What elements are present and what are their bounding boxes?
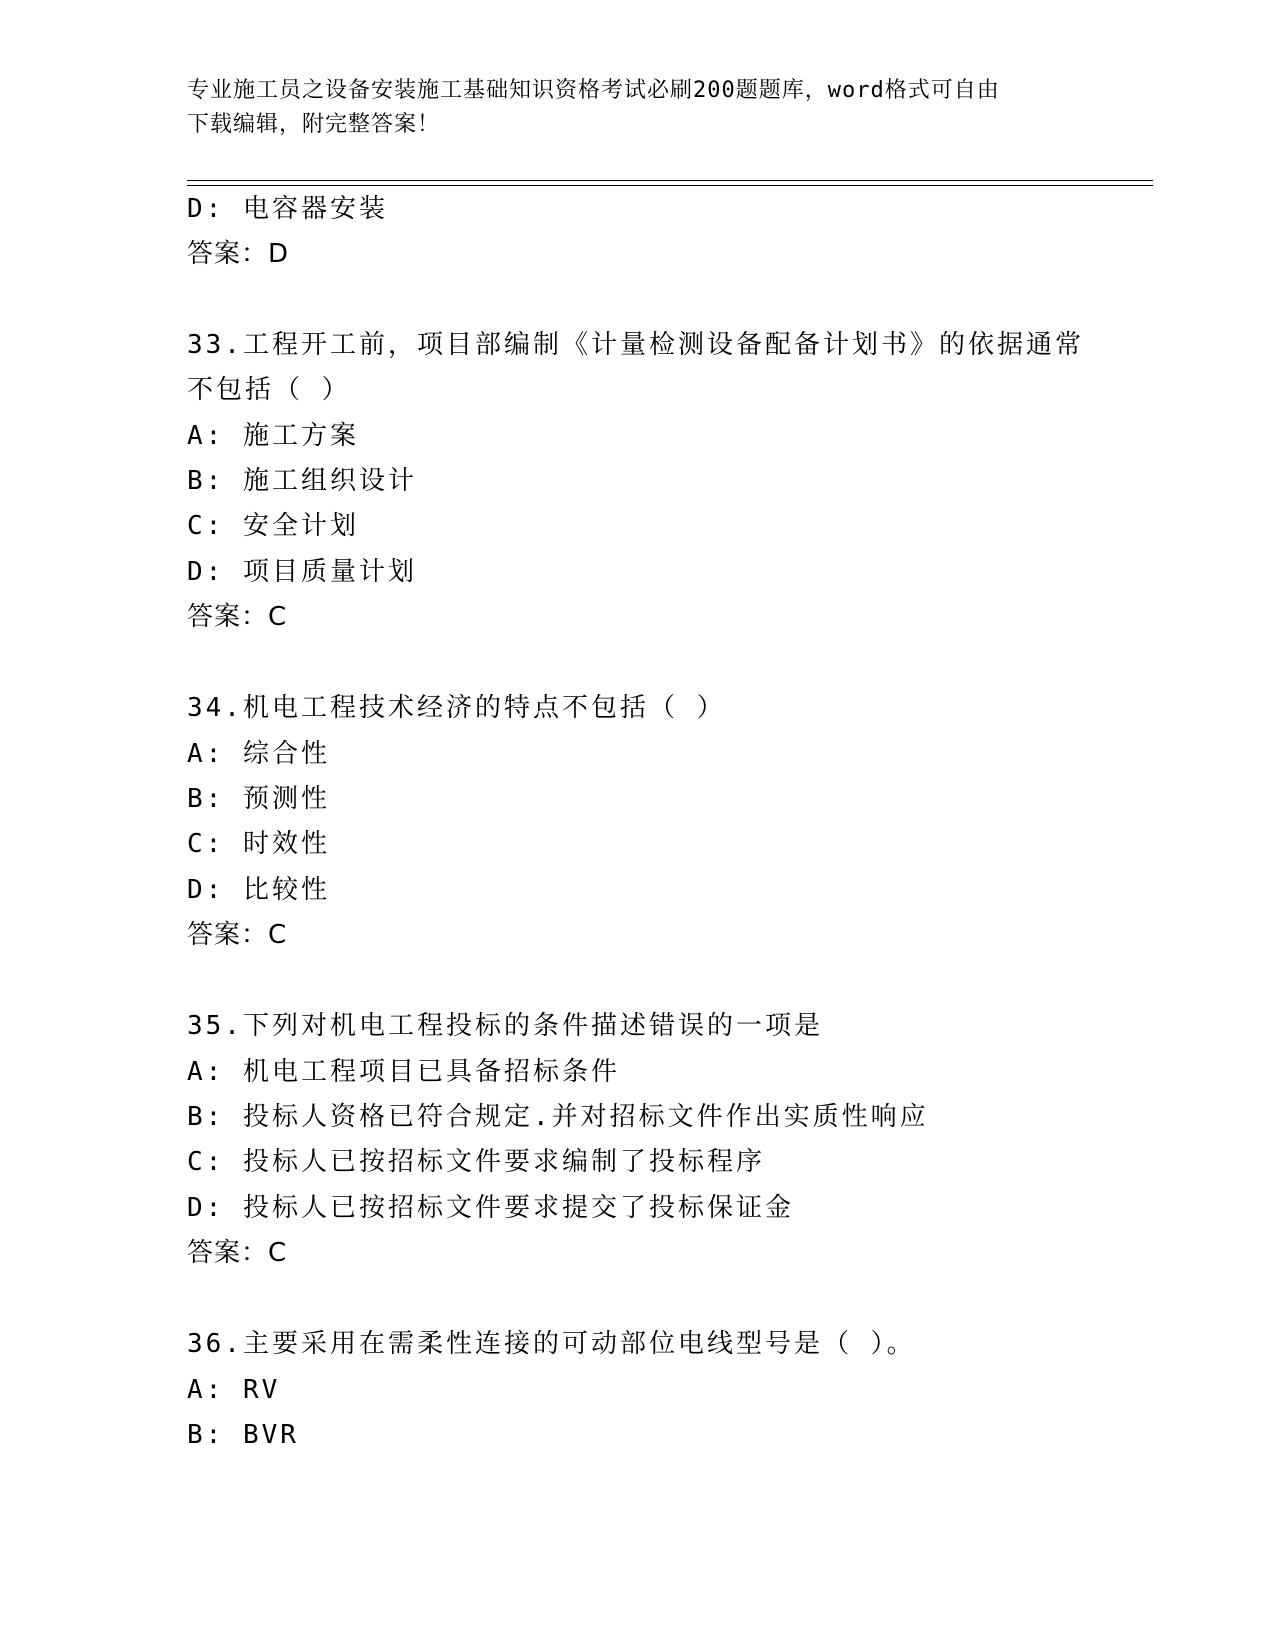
- q35-stem: 35.下列对机电工程投标的条件描述错误的一项是: [187, 1011, 823, 1041]
- q33-stem-line-2: 不包括（ ）: [187, 375, 351, 405]
- header-divider-top: [187, 180, 1153, 181]
- q33-answer: 答案：C: [187, 602, 288, 632]
- q35-option-c: C: 投标人已按招标文件要求编制了投标程序: [187, 1147, 765, 1177]
- q35-option-d: D: 投标人已按招标文件要求提交了投标保证金: [187, 1193, 794, 1223]
- q32-answer: 答案：D: [187, 239, 290, 269]
- q33-option-b: B: 施工组织设计: [187, 466, 417, 496]
- q32-option-d: D: 电容器安装: [187, 194, 388, 224]
- q36-option-a: A: RV: [187, 1375, 281, 1405]
- q35-option-a: A: 机电工程项目已具备招标条件: [187, 1057, 620, 1087]
- header-line-1: 专业施工员之设备安装施工基础知识资格考试必刷200题题库，word格式可自由: [187, 78, 1000, 103]
- page-header: [187, 74, 1067, 142]
- header-divider-bottom: [187, 185, 1153, 186]
- q35-answer: 答案：C: [187, 1238, 288, 1268]
- q36-stem: 36.主要采用在需柔性连接的可动部位电线型号是（ ）。: [187, 1329, 916, 1359]
- q34-option-b: B: 预测性: [187, 784, 330, 814]
- q36-option-b: B: BVR: [187, 1420, 299, 1450]
- q34-answer: 答案：C: [187, 920, 288, 950]
- q33-option-c: C: 安全计划: [187, 511, 359, 541]
- q34-stem: 34.机电工程技术经济的特点不包括（ ）: [187, 693, 726, 723]
- q33-stem-line-1: 33.工程开工前，项目部编制《计量检测设备配备计划书》的依据通常: [187, 330, 1084, 360]
- q34-option-d: D: 比较性: [187, 875, 330, 905]
- q33-option-d: D: 项目质量计划: [187, 557, 417, 587]
- q34-option-a: A: 综合性: [187, 739, 330, 769]
- q35-option-b: B: 投标人资格已符合规定.并对招标文件作出实质性响应: [187, 1102, 929, 1132]
- header-line-2: 下载编辑，附完整答案！: [187, 112, 441, 137]
- q34-option-c: C: 时效性: [187, 829, 330, 859]
- q33-option-a: A: 施工方案: [187, 421, 359, 451]
